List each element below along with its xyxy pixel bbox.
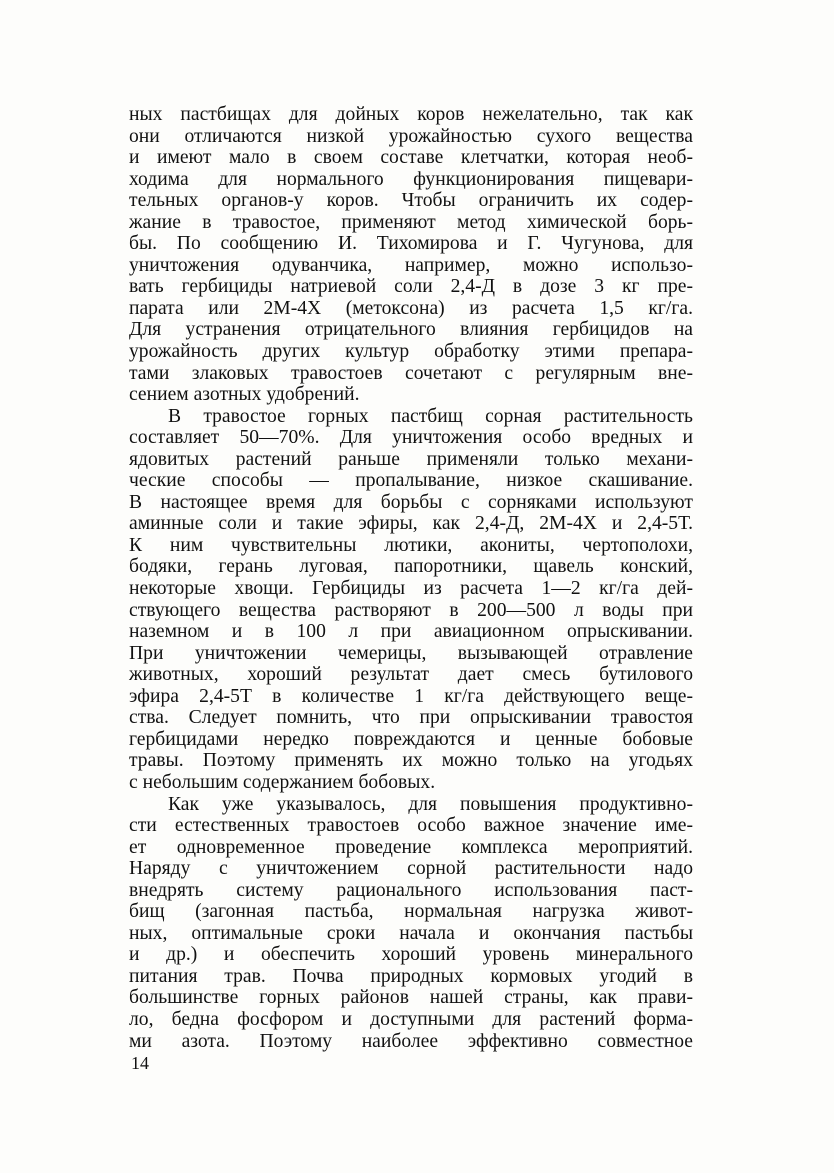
text-line: и др.) и обеспечить хороший уровень минерального: [129, 944, 693, 966]
text-line: сением азотных удобрений.: [129, 384, 360, 406]
text-line: ходима для нормального функционирования пищевари-: [129, 168, 693, 190]
text-line: гербицидами нередко повреждаются и ценные бобовые: [129, 728, 693, 750]
text-line: наземном и в 100 л при авиационном опрыскивании.: [129, 621, 693, 643]
text-line: В настоящее время для борьбы с сорняками используют: [129, 491, 693, 513]
text-line: некоторые хвощи. Гербициды из расчета 1—2 кг/га дей-: [129, 578, 693, 600]
text-line: ных, оптимальные сроки начала и окончания пастьбы: [129, 922, 693, 944]
body-text: [129, 104, 693, 1052]
text-line: с небольшим содержанием бобовых.: [129, 771, 436, 793]
text-line: питания трав. Почва природных кормовых угодий в: [129, 965, 693, 987]
text-line: травы. Поэтому применять их можно только на угодьях: [129, 750, 693, 772]
text-line: большинстве горных районов нашей страны, как прави-: [129, 987, 693, 1009]
text-line: Для устранения отрицательного влияния гербицидов на: [129, 319, 693, 341]
text-line: вать гербициды натриевой соли 2,4-Д в дозе 3 кг пре-: [129, 276, 693, 298]
text-line: парата или 2М-4Х (метоксона) из расчета 1,5 кг/га.: [129, 297, 693, 319]
text-line: аминные соли и такие эфиры, как 2,4-Д, 2М-4Х и 2,4-5Т.: [129, 513, 693, 535]
text-line: тами злаковых травостоев сочетают с регулярным вне-: [129, 362, 693, 384]
text-line: ствующего вещества растворяют в 200—500 л воды при: [129, 599, 693, 621]
paragraph: [129, 104, 693, 406]
text-line: В травостое горных пастбищ сорная растительность: [168, 405, 693, 427]
text-line: Наряду с уничтожением сорной растительности надо: [129, 858, 693, 880]
text-line: и имеют мало в своем составе клетчатки, которая необ-: [129, 147, 693, 169]
text-line: ядовитых растений раньше применяли только механи-: [129, 448, 693, 470]
text-line: эфира 2,4-5Т в количестве 1 кг/га действующего веще-: [129, 685, 693, 707]
text-line: Как уже указывалось, для повышения продуктивно-: [168, 793, 693, 815]
page-number: 14: [131, 1053, 149, 1073]
text-line: бы. По сообщению И. Тихомирова и Г. Чугунова, для: [129, 233, 693, 255]
text-line: бищ (загонная пастьба, нормальная нагрузка живот-: [129, 901, 693, 923]
text-line: К ним чувствительны лютики, акониты, чертополохи,: [129, 534, 693, 556]
text-line: сти естественных травостоев особо важное значение име-: [129, 815, 693, 837]
text-line: уничтожения одуванчика, например, можно использо-: [129, 254, 693, 276]
text-line: жание в травостое, применяют метод химической борь-: [129, 211, 693, 233]
text-line: ло, бедна фосфором и доступными для растений форма-: [129, 1008, 693, 1030]
paragraph: [129, 406, 693, 794]
text-line: животных, хороший результат дает смесь бутилового: [129, 664, 693, 686]
text-line: При уничтожении чемерицы, вызывающей отравление: [129, 642, 693, 664]
text-line: ных пастбищах для дойных коров нежелательно, так как: [129, 104, 693, 125]
text-line: ми азота. Поэтому наиболее эффективно совместное: [129, 1030, 693, 1052]
text-line: ческие способы — пропалывание, низкое скашивание.: [129, 470, 693, 492]
text-line: ет одновременное проведение комплекса мероприятий.: [129, 836, 693, 858]
text-line: они отличаются низкой урожайностью сухого вещества: [129, 125, 693, 147]
text-line: бодяки, герань луговая, папоротники, щавель конский,: [129, 556, 693, 578]
text-line: ства. Следует помнить, что при опрыскивании травостоя: [129, 707, 693, 729]
paragraph: [129, 794, 693, 1053]
text-line: составляет 50—70%. Для уничтожения особо вредных и: [129, 427, 693, 449]
text-line: урожайность других культур обработку этими препара-: [129, 341, 693, 363]
text-line: внедрять систему рационального использования паст-: [129, 879, 693, 901]
text-line: тельных органов-у коров. Чтобы ограничить их содер-: [129, 190, 693, 212]
